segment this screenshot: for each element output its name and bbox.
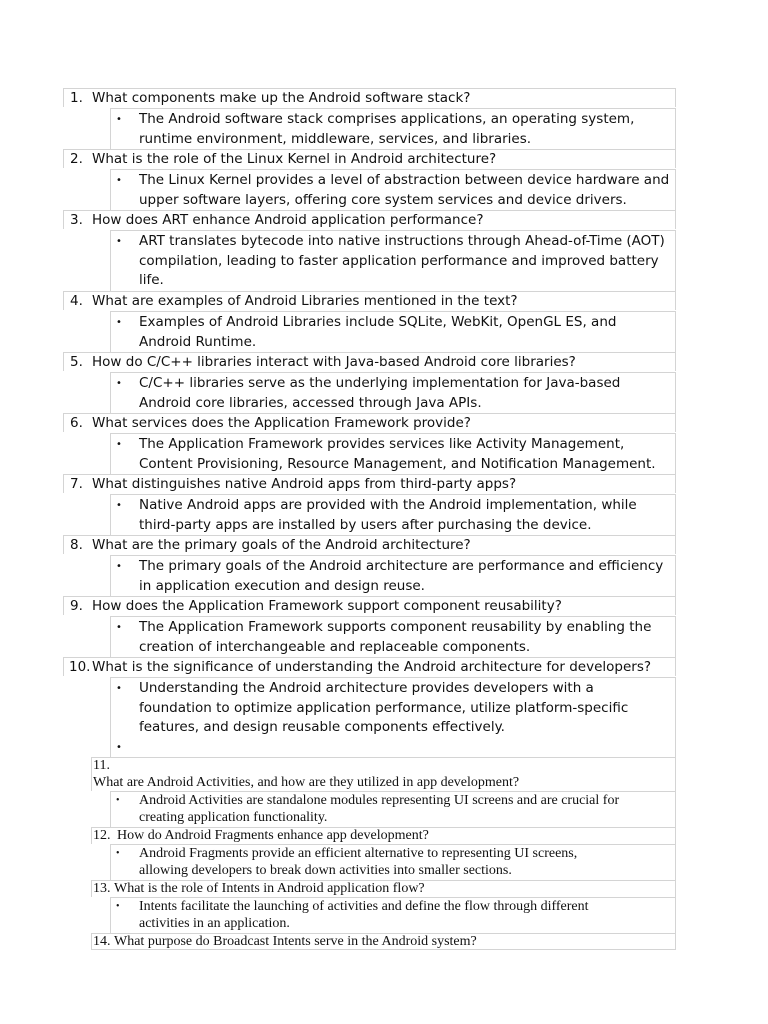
answer-row	[110, 169, 676, 210]
answer-row	[110, 433, 676, 474]
answer-line: Content Provisioning, Resource Management, and Notification Management.	[139, 455, 656, 472]
question-number: 6.	[70, 415, 83, 431]
answer-text	[139, 171, 669, 210]
question-number: 10.	[69, 659, 91, 675]
question-row	[63, 210, 676, 229]
answer-line: Native Android apps are provided with the Android implementation, while	[139, 497, 637, 513]
question-number: 12.	[93, 828, 111, 843]
answer-row	[110, 677, 676, 757]
question-row	[63, 88, 676, 107]
question-row	[63, 291, 676, 310]
bullet-icon: •	[116, 622, 122, 633]
answer-line: Android Runtime.	[139, 333, 257, 350]
bullet-icon: •	[116, 848, 120, 859]
answer-line: C/C++ libraries serve as the underlying implementation for Java-based	[139, 375, 621, 391]
question-text: What are the primary goals of the Android architecture?	[92, 537, 471, 553]
question-text: What services does the Application Framework provide?	[92, 415, 471, 431]
question-number: 9.	[70, 598, 83, 614]
question-number: 2.	[70, 151, 83, 167]
answer-line: Intents facilitate the launching of activities and define the flow through different	[139, 899, 589, 914]
answer-line: upper software layers, offering core system services and device drivers.	[139, 191, 627, 208]
question-text: What are examples of Android Libraries mentioned in the text?	[92, 293, 518, 309]
bullet-icon: •	[116, 742, 122, 753]
answer-row	[110, 791, 676, 827]
bullet-icon: •	[116, 378, 122, 389]
answer-line: third-party apps are installed by users after purchasing the device.	[139, 516, 592, 533]
answer-text	[139, 313, 616, 352]
question-text: What purpose do Broadcast Intents serve in the Android system?	[114, 934, 477, 949]
answer-line: The Linux Kernel provides a level of abstraction between device hardware and	[139, 172, 670, 188]
question-text: What are Android Activities, and how are they utilized in app development?	[93, 775, 520, 790]
answer-text	[139, 618, 651, 657]
answer-line: life.	[139, 272, 164, 289]
question-row	[91, 933, 676, 950]
question-text: How does ART enhance Android application performance?	[92, 212, 484, 228]
bullet-icon: •	[116, 439, 122, 450]
question-text: What distinguishes native Android apps from third-party apps?	[92, 476, 517, 492]
question-text: How does the Application Framework support component reusability?	[92, 598, 562, 614]
question-row	[63, 657, 676, 676]
question-row	[91, 827, 676, 844]
question-number: 8.	[70, 537, 83, 553]
answer-text	[139, 845, 577, 879]
answer-line: The primary goals of the Android architecture are performance and efficiency	[139, 558, 664, 574]
question-text: How do Android Fragments enhance app development?	[117, 828, 429, 843]
answer-text	[139, 435, 656, 474]
answer-row	[110, 311, 676, 352]
answer-row	[110, 844, 676, 880]
answer-row	[110, 230, 676, 291]
bullet-icon: •	[116, 500, 122, 511]
question-text: What is the role of the Linux Kernel in Android architecture?	[92, 151, 497, 167]
question-row	[63, 413, 676, 432]
question-row	[63, 535, 676, 554]
answer-text	[139, 232, 665, 291]
bullet-icon: •	[116, 236, 122, 247]
answer-line: Android Activities are standalone modules representing UI screens and are crucial for	[139, 793, 620, 808]
answer-line: features, and design reusable components effectively.	[139, 719, 505, 736]
question-text: What components make up the Android software stack?	[92, 90, 471, 106]
answer-row	[110, 555, 676, 596]
answer-line: foundation to optimize application performance, utilize platform-specific	[139, 699, 629, 716]
answer-line: Android Fragments provide an efficient alternative to representing UI screens,	[139, 846, 578, 861]
answer-line: in application execution and design reuse.	[139, 577, 425, 594]
question-row	[91, 757, 676, 791]
bullet-icon: •	[116, 901, 120, 912]
bullet-icon: •	[116, 795, 120, 806]
answer-text	[139, 110, 634, 149]
question-text: What is the role of Intents in Android application flow?	[114, 881, 425, 896]
answer-row	[110, 108, 676, 149]
question-text: What is the significance of understanding the Android architecture for developers?	[92, 659, 652, 675]
question-row	[63, 352, 676, 371]
answer-text	[139, 374, 620, 413]
question-row	[63, 149, 676, 168]
answer-line: Android core libraries, accessed through Java APIs.	[139, 394, 482, 411]
answer-line: Examples of Android Libraries include SQLite, WebKit, OpenGL ES, and	[139, 314, 617, 330]
bullet-icon: •	[116, 561, 122, 572]
answer-line: compilation, leading to faster application performance and improved battery	[139, 252, 659, 269]
answer-line: Understanding the Android architecture provides developers with a	[139, 680, 594, 696]
question-row	[63, 596, 676, 615]
answer-text	[139, 496, 637, 535]
answer-text	[139, 898, 589, 932]
answer-text	[139, 792, 619, 826]
answer-row	[110, 897, 676, 933]
question-number: 7.	[70, 476, 83, 492]
answer-text	[139, 557, 663, 596]
question-number: 5.	[70, 354, 83, 370]
answer-row	[110, 372, 676, 413]
question-row	[63, 474, 676, 493]
answer-row	[110, 494, 676, 535]
bullet-icon: •	[116, 114, 122, 125]
question-text: How do C/C++ libraries interact with Java-based Android core libraries?	[92, 354, 576, 370]
answer-line: The Application Framework supports component reusability by enabling the	[139, 619, 652, 635]
answer-row	[110, 616, 676, 657]
bullet-icon: •	[116, 683, 122, 694]
bullet-icon: •	[116, 317, 122, 328]
question-number: 11.	[93, 758, 110, 773]
question-number: 4.	[70, 293, 83, 309]
question-number: 1.	[70, 90, 83, 106]
question-row	[91, 880, 676, 897]
question-number: 14.	[93, 934, 111, 949]
answer-line: The Android software stack comprises applications, an operating system,	[139, 111, 635, 127]
answer-line: runtime environment, middleware, services, and libraries.	[139, 130, 532, 147]
answer-line: allowing developers to break down activities into smaller sections.	[139, 863, 512, 878]
bullet-icon: •	[116, 175, 122, 186]
question-number: 3.	[70, 212, 83, 228]
answer-line: creating application functionality.	[139, 810, 328, 825]
answer-text	[139, 679, 628, 738]
answer-line: activities in an application.	[139, 916, 290, 931]
answer-line: The Application Framework provides services like Activity Management,	[139, 436, 625, 452]
answer-line: ART translates bytecode into native instructions through Ahead-of-Time (AOT)	[139, 233, 665, 249]
answer-line: creation of interchangeable and replaceable components.	[139, 638, 531, 655]
question-number: 13.	[93, 881, 111, 896]
